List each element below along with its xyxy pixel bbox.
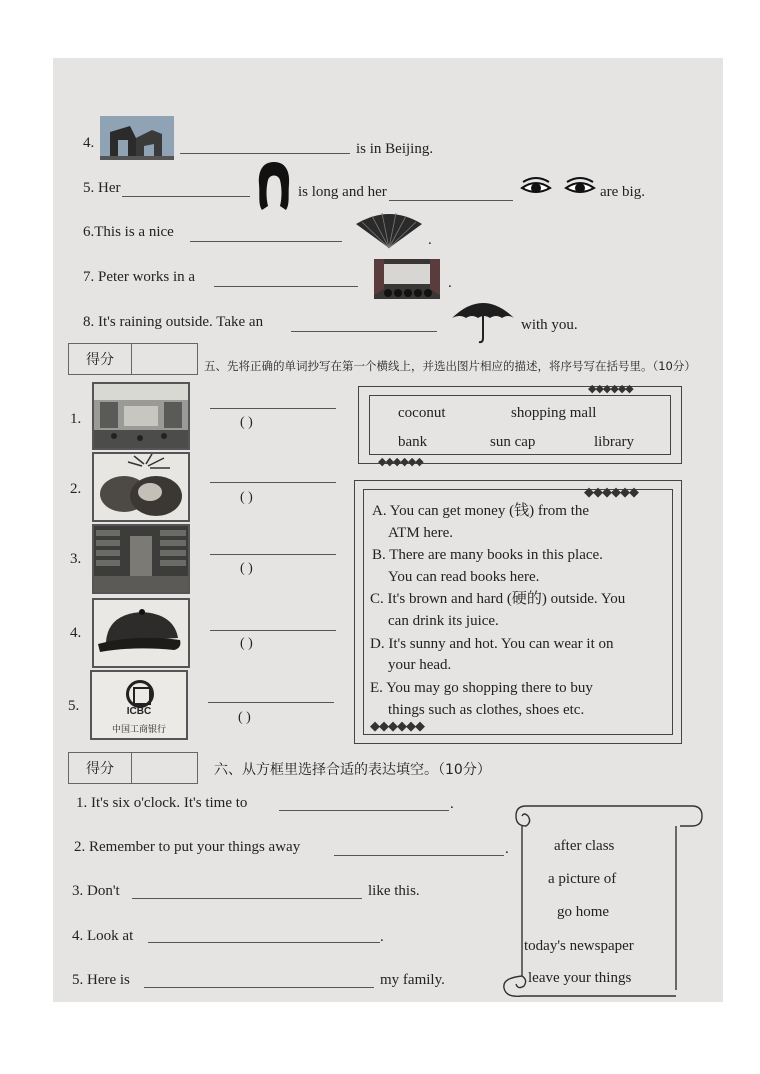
option-todays-newspaper: today's newspaper (524, 938, 634, 954)
sec6-item1-text: 1. It's six o'clock. It's time to (76, 795, 248, 811)
item7-blank[interactable] (214, 286, 358, 287)
item4-blank[interactable] (180, 153, 350, 154)
item5-text-post: are big. (600, 184, 645, 200)
word-box-diamonds-top: ◆◆◆◆◆◆ (588, 383, 633, 395)
sec5-blank-5[interactable] (208, 702, 334, 703)
desc-e-line1: E. You may go shopping there to buy (370, 680, 593, 696)
sec5-paren-1[interactable]: ( ) (240, 415, 253, 430)
sec6-item1-post: . (450, 796, 454, 812)
fan-icon (354, 210, 424, 250)
sec6-item3-text: 3. Don't (72, 883, 120, 899)
sec5-paren-5[interactable]: ( ) (238, 710, 251, 725)
sec6-item4-text: 4. Look at (72, 928, 134, 944)
desc-d-line2: your head. (388, 657, 452, 673)
cctv-building-photo (100, 116, 174, 160)
sec6-item3-post: like this. (368, 883, 420, 899)
word-library: library (594, 434, 634, 450)
desc-d-line1: D. It's sunny and hot. You can wear it on (370, 636, 614, 652)
hair-icon (256, 160, 292, 212)
item6-blank[interactable] (190, 241, 342, 242)
icbc-logo (90, 670, 188, 740)
icbc-cn-text: 中国工商银行 (111, 725, 166, 735)
option-leave-your-things: leave your things (528, 970, 632, 986)
sec5-blank-4[interactable] (210, 630, 336, 631)
desc-b-line2: You can read books here. (388, 569, 540, 585)
umbrella-icon (450, 296, 516, 344)
desc-c-line1: C. It's brown and hard (硬的) outside. You (370, 591, 626, 607)
item7-period: . (448, 275, 452, 291)
sec5-num-2: 2. (70, 481, 82, 497)
sec5-num-3: 3. (70, 551, 82, 567)
library-photo (92, 524, 190, 594)
sec6-item2-blank[interactable] (334, 855, 504, 856)
sec5-blank-3[interactable] (210, 554, 336, 555)
item7-text: 7. Peter works in a (83, 269, 196, 285)
sec5-paren-3[interactable]: ( ) (240, 561, 253, 576)
sec5-num-5: 5. (68, 698, 80, 714)
cinema-icon (374, 259, 440, 299)
desc-b-line1: B. There are many books in this place. (372, 547, 603, 563)
sec6-item2-text: 2. Remember to put your things away (74, 839, 301, 855)
desc-e-line2: things such as clothes, shoes etc. (388, 702, 585, 718)
item5-blank-2[interactable] (389, 200, 513, 201)
option-after-class: after class (554, 838, 615, 854)
score-field[interactable] (132, 344, 197, 374)
word-coconut: coconut (398, 405, 446, 421)
item5-blank-1[interactable] (122, 196, 250, 197)
score-label: 得分 (69, 753, 132, 783)
score-field[interactable] (132, 753, 197, 783)
sec6-item4-post: . (380, 929, 384, 945)
item6-text: 6.This is a nice (83, 224, 174, 240)
word-bank: bank (398, 434, 428, 450)
score-box-sec6 (68, 752, 198, 784)
sec6-item3-blank[interactable] (132, 898, 362, 899)
sec5-title: 五、先将正确的单词抄写在第一个横线上，并选出图片相应的描述，将序号写在括号里。（10分） (204, 359, 696, 373)
sec6-item4-blank[interactable] (148, 942, 380, 943)
desc-c-line2: can drink its juice. (388, 613, 499, 629)
sec5-paren-2[interactable]: ( ) (240, 490, 253, 505)
item6-period: . (428, 232, 432, 248)
icbc-text: ICBC (126, 706, 152, 717)
cap-photo (92, 598, 190, 668)
desc-a-line2: ATM here. (388, 525, 453, 541)
sec6-item5-text: 5. Here is (72, 972, 130, 988)
sec6-item2-post: . (505, 841, 509, 857)
option-a-picture-of: a picture of (548, 871, 617, 887)
word-sun-cap: sun cap (490, 434, 536, 450)
sec5-paren-4[interactable]: ( ) (240, 636, 253, 651)
sec5-blank-2[interactable] (210, 482, 336, 483)
item4-number: 4. (83, 135, 95, 151)
item8-text: 8. It's raining outside. Take an (83, 314, 264, 330)
icbc-emblem-square (133, 687, 151, 705)
score-box-sec5 (68, 343, 198, 375)
desc-box-diamonds-bottom: ◆◆◆◆◆◆ (370, 718, 424, 733)
eyes-icon (520, 176, 596, 200)
item8-blank[interactable] (291, 331, 437, 332)
desc-box-diamonds-top: ◆◆◆◆◆◆ (584, 484, 638, 499)
word-box-diamonds-bottom: ◆◆◆◆◆◆ (378, 456, 423, 468)
item8-text-post: with you. (521, 317, 578, 333)
coconut-photo (92, 452, 190, 522)
mall-photo (92, 382, 190, 450)
item5-text-mid: is long and her (298, 184, 387, 200)
sec6-item1-blank[interactable] (279, 810, 449, 811)
word-box (358, 383, 682, 464)
sec5-num-1: 1. (70, 411, 82, 427)
sec6-title: 六、从方框里选择合适的表达填空。（10分） (214, 762, 491, 778)
sec6-item5-post: my family. (380, 972, 445, 988)
item5-number: 5. Her (83, 180, 121, 196)
score-label: 得分 (69, 344, 132, 374)
sec5-num-4: 4. (70, 625, 82, 641)
item4-text: is in Beijing. (356, 141, 434, 157)
sec6-item5-blank[interactable] (144, 987, 374, 988)
option-go-home: go home (557, 904, 610, 920)
desc-a-line1: A. You can get money (钱) from the (372, 503, 590, 519)
sec5-blank-1[interactable] (210, 408, 336, 409)
word-shopping-mall: shopping mall (511, 405, 597, 421)
